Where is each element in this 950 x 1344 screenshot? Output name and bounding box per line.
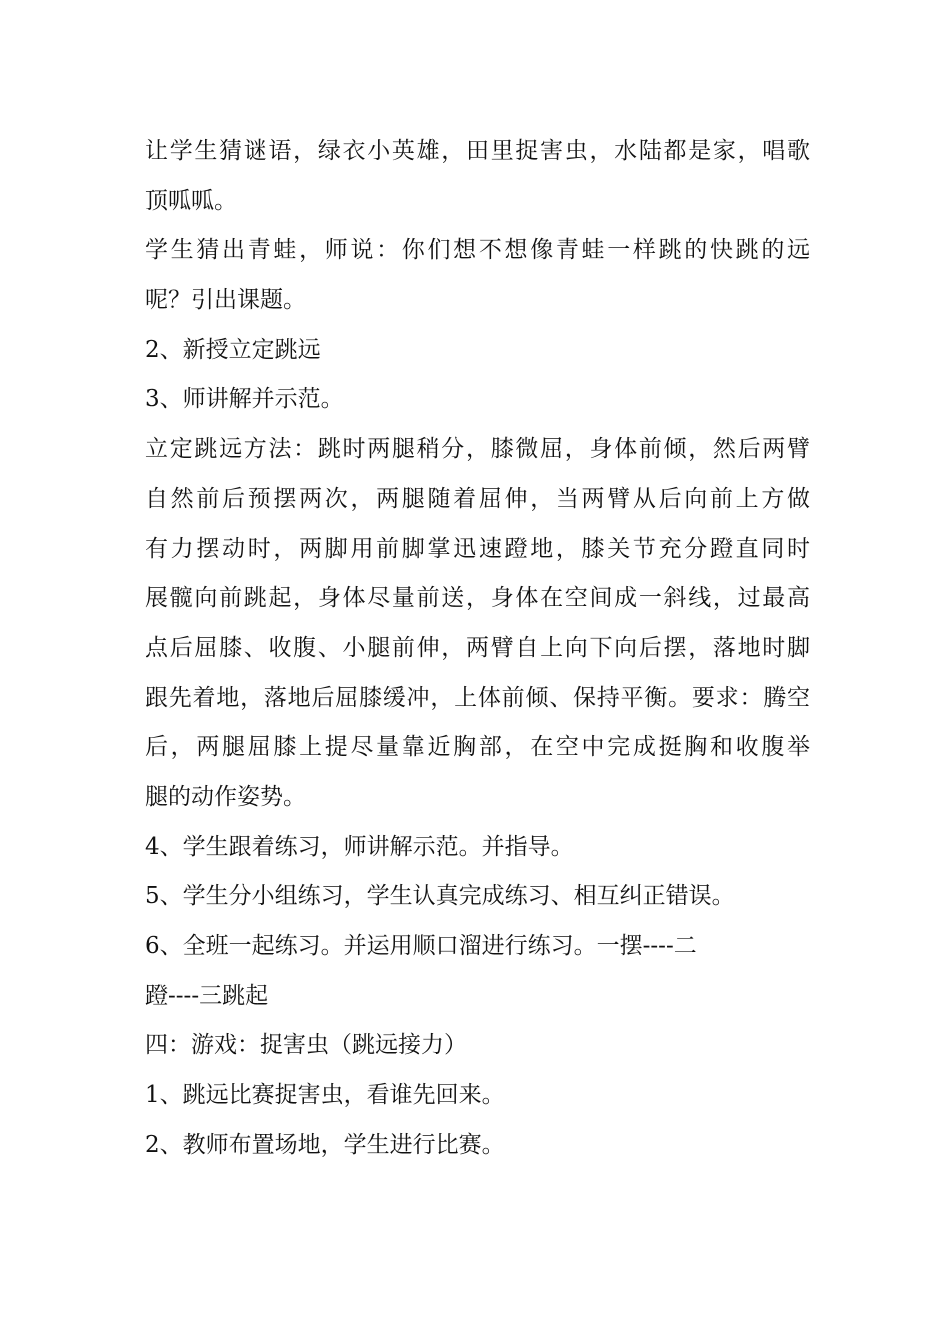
text-line: 2、新授立定跳远 — [145, 336, 321, 363]
text-line: 立定跳远方法：跳时两腿稍分，膝微屈，身体前倾，然后两臂 — [145, 436, 810, 463]
text-line: 4、学生跟着练习，师讲解示范。并指导。 — [145, 833, 574, 860]
text-line: 跟先着地，落地后屈膝缓冲，上体前倾、保持平衡。要求：腾空 — [145, 684, 810, 711]
text-line: 顶呱呱。 — [145, 187, 237, 214]
text-line: 学生猜出青蛙，师说：你们想不想像青蛙一样跳的快跳的远 — [145, 237, 810, 264]
text-line: 呢？引出课题。 — [145, 287, 306, 314]
text-line: 后，两腿屈膝上提尽量靠近胸部，在空中完成挺胸和收腹举 — [145, 734, 810, 761]
text-line: 有力摆动时，两脚用前脚掌迅速蹬地，膝关节充分蹬直同时 — [145, 535, 810, 562]
text-line: 腿的动作姿势。 — [145, 783, 306, 810]
document-body — [145, 127, 810, 1170]
text-line: 蹬----三跳起 — [145, 982, 269, 1009]
text-line: 四：游戏：捉害虫（跳远接力） — [145, 1032, 467, 1059]
text-line: 2、教师布置场地，学生进行比赛。 — [145, 1131, 505, 1158]
text-line: 让学生猜谜语，绿衣小英雄，田里捉害虫，水陆都是家，唱歌 — [145, 138, 810, 164]
text-line: 展髋向前跳起，身体尽量前送，身体在空间成一斜线，过最高 — [145, 585, 810, 612]
text-line: 1、跳远比赛捉害虫，看谁先回来。 — [145, 1082, 505, 1109]
text-line: 自然前后预摆两次，两腿随着屈伸，当两臂从后向前上方做 — [145, 485, 810, 512]
text-line: 点后屈膝、收腹、小腿前伸，两臂自上向下向后摆，落地时脚 — [145, 634, 810, 661]
text-line: 6、全班一起练习。并运用顺口溜进行练习。一摆----二 — [145, 933, 697, 959]
text-line: 5、学生分小组练习，学生认真完成练习、相互纠正错误。 — [145, 883, 735, 910]
text-line: 3、师讲解并示范。 — [145, 386, 344, 413]
